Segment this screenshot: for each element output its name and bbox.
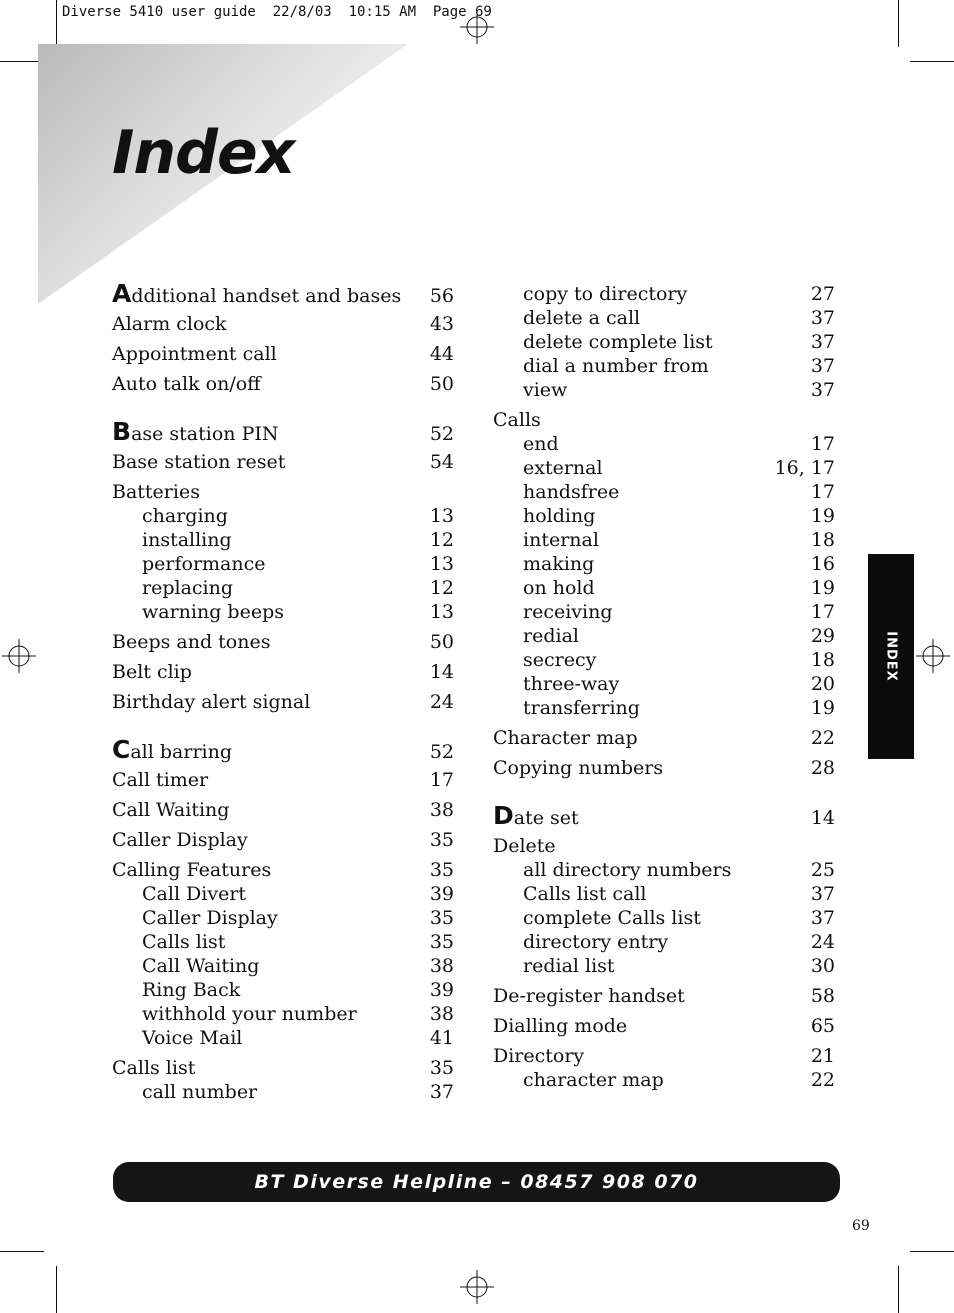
index-entry-label: end [523,433,559,455]
index-entry-page: 25 [810,859,835,881]
index-entry-page: 35 [429,931,454,953]
index-entry-page: 37 [810,379,835,401]
index-entry [112,906,454,930]
index-entry [112,768,454,792]
index-entry [493,801,835,830]
index-entry [493,306,835,330]
index-entry [493,906,835,930]
index-entry-page: 37 [429,1081,454,1103]
index-entry-label: installing [142,529,232,551]
index-entry-label: Batteries [112,481,200,503]
index-entry-label: transferring [523,697,640,719]
index-entry-page: 17 [810,481,835,503]
index-entry-page: 35 [429,829,454,851]
index-entry-label: handsfree [523,481,620,503]
index-entry-label: Birthday alert signal [112,691,311,713]
index-entry-page: 43 [429,313,454,335]
index-entry [112,450,454,474]
index-entry-page: 56 [429,285,454,307]
helpline-text: BT Diverse Helpline – 08457 908 070 [254,1171,699,1193]
index-entry-label: Calls [493,409,541,431]
index-entry [112,312,454,336]
index-entry-label: dial a number from [523,355,709,377]
index-entry [112,660,454,684]
index-entry [493,504,835,528]
index-entry-page: 24 [810,931,835,953]
index-entry [493,882,835,906]
index-entry [112,1026,454,1050]
index-entry-label: Calls list call [523,883,647,905]
index-entry-page: 24 [429,691,454,713]
index-entry-label: Beeps and tones [112,631,271,653]
index-entry-page: 50 [429,373,454,395]
index-entry [112,342,454,366]
index-entry-label [112,735,233,764]
index-entry [493,432,835,456]
index-entry-page: 39 [429,883,454,905]
index-entry-page: 19 [810,577,835,599]
index-entry-page: 18 [810,649,835,671]
index-entry-page: 35 [429,907,454,929]
index-entry [493,480,835,504]
index-entry-label: internal [523,529,599,551]
helpline-banner [113,1162,840,1202]
index-entry-label: Call Divert [142,883,247,905]
index-entry-page: 35 [429,1057,454,1079]
index-entry-page: 27 [810,283,835,305]
index-entry [493,600,835,624]
index-entry-label: all directory numbers [523,859,732,881]
index-entry-label: copy to directory [523,283,688,305]
index-entry-page: 28 [810,757,835,779]
crop-mark [0,61,44,62]
index-entry [493,456,835,480]
index-entry-label: view [523,379,568,401]
crop-mark [56,0,57,47]
index-entry-label: Belt clip [112,661,192,683]
index-entry-label: Call timer [112,769,209,791]
index-entry-label: Call Waiting [112,799,230,821]
index-entry [493,672,835,696]
index-entry-page: 22 [810,1069,835,1091]
index-column-left [112,279,454,1104]
index-entry-page: 35 [429,859,454,881]
registration-mark-icon [916,639,950,673]
index-entry [112,279,454,308]
index-entry [493,330,835,354]
index-entry-label: warning beeps [142,601,284,623]
index-entry-label: withhold your number [142,1003,357,1025]
index-entry-page: 19 [810,697,835,719]
index-entry [112,372,454,396]
index-entry [112,954,454,978]
index-entry-label: Alarm clock [112,313,227,335]
index-entry [112,690,454,714]
index-entry-label: holding [523,505,596,527]
index-entry [493,930,835,954]
index-entry-page: 65 [810,1015,835,1037]
index-entry [112,630,454,654]
index-entry-page: 17 [810,601,835,623]
index-entry [493,552,835,576]
index-entry [112,1080,454,1104]
index-entry [493,726,835,750]
index-entry-page: 14 [429,661,454,683]
index-entry-label: Caller Display [112,829,248,851]
index-entry-page: 54 [429,451,454,473]
crop-mark [898,1266,899,1313]
section-tab [868,554,914,759]
index-entry-page: 58 [810,985,835,1007]
index-entry [112,978,454,1002]
index-entry-label: Character map [493,727,638,749]
index-entry [493,696,835,720]
index-entry-label: receiving [523,601,613,623]
index-entry-page: 22 [810,727,835,749]
index-entry-page: 13 [429,601,454,623]
index-entry [112,600,454,624]
index-entry-page: 37 [810,883,835,905]
index-entry [493,1068,835,1092]
section-tab-label: INDEX [883,631,899,682]
index-entry-page: 12 [429,529,454,551]
index-entry-page: 16, 17 [774,457,835,479]
index-entry-page: 30 [810,955,835,977]
index-entry-page: 19 [810,505,835,527]
index-entry-label: three-way [523,673,620,695]
index-entry-label: Dialling mode [493,1015,628,1037]
print-slug: Diverse 5410 user guide 22/8/03 10:15 AM Page 69 [62,4,492,20]
index-entry [493,984,835,1008]
index-entry [112,798,454,822]
index-entry-label: Ring Back [142,979,241,1001]
index-entry [112,735,454,764]
index-entry-page: 29 [810,625,835,647]
page-number: 69 [852,1218,870,1234]
index-entry-label [112,279,402,308]
index-entry-label: Copying numbers [493,757,664,779]
registration-mark-icon [460,1270,494,1304]
index-entry-label: external [523,457,603,479]
index-entry [493,528,835,552]
index-entry [493,1044,835,1068]
registration-mark-icon [2,639,36,673]
index-entry-label: call number [142,1081,258,1103]
index-entry-page: 17 [810,433,835,455]
index-entry-page: 50 [429,631,454,653]
index-entry-label: Auto talk on/off [112,373,261,395]
index-entry-page: 17 [429,769,454,791]
index-entry-label: Caller Display [142,907,278,929]
index-entry-page: 14 [810,807,835,829]
index-entry-label: Appointment call [112,343,277,365]
index-entry-text: ase station PIN [131,423,279,445]
index-entry-label [112,417,279,446]
index-entry [493,648,835,672]
index-entry-label: Base station reset [112,451,286,473]
index-entry-page: 12 [429,577,454,599]
index-entry-page: 44 [429,343,454,365]
index-entry [493,1014,835,1038]
index-entry-label: Calls list [112,1057,196,1079]
index-column-right [493,282,835,1092]
index-entry [112,528,454,552]
index-entry-page: 37 [810,331,835,353]
index-entry-page: 52 [429,741,454,763]
index-entry-page: 38 [429,1003,454,1025]
index-entry-text: all barring [130,741,233,763]
index-entry-label: Delete [493,835,556,857]
index-entry-label: making [523,553,595,575]
index-entry [493,354,835,378]
crop-mark [0,1251,44,1252]
index-entry [112,828,454,852]
crop-mark [910,1251,954,1252]
index-section-initial: C [112,735,131,764]
index-entry-label: Calls list [142,931,226,953]
crop-mark [898,0,899,47]
index-section-initial: B [112,417,132,446]
index-entry-page: 52 [429,423,454,445]
index-entry [493,624,835,648]
index-entry-label: character map [523,1069,664,1091]
index-entry-page: 20 [810,673,835,695]
registration-mark-icon [460,10,494,44]
crop-mark [910,61,954,62]
index-entry-page: 13 [429,505,454,527]
index-section-initial: A [112,279,132,308]
crop-mark [56,1266,57,1313]
page-title: Index [112,118,295,188]
index-entry-page: 21 [810,1045,835,1067]
index-entry-page: 38 [429,799,454,821]
index-entry-page: 13 [429,553,454,575]
index-entry [493,834,835,858]
index-entry-label: charging [142,505,228,527]
index-entry-label [493,801,579,830]
index-entry-label: on hold [523,577,595,599]
index-entry [112,1056,454,1080]
index-entry-label: secrecy [523,649,597,671]
index-entry [493,576,835,600]
index-entry [112,504,454,528]
index-entry [493,408,835,432]
index-entry-label: Directory [493,1045,585,1067]
index-entry-label: performance [142,553,266,575]
index-entry [112,858,454,882]
index-entry-label: directory entry [523,931,669,953]
index-entry [493,282,835,306]
index-entry-page: 16 [810,553,835,575]
index-entry-label: Call Waiting [142,955,260,977]
index-entry-label: delete a call [523,307,641,329]
index-entry-page: 39 [429,979,454,1001]
index-entry [493,954,835,978]
index-entry-page: 18 [810,529,835,551]
index-entry [112,930,454,954]
index-entry-label: Voice Mail [142,1027,243,1049]
index-entry [493,756,835,780]
index-entry-label: redial list [523,955,615,977]
index-entry-page: 37 [810,355,835,377]
index-entry-text: dditional handset and bases [131,285,402,307]
index-entry-label: complete Calls list [523,907,701,929]
index-entry-page: 38 [429,955,454,977]
index-entry-label: Calling Features [112,859,272,881]
index-entry-page: 41 [429,1027,454,1049]
index-entry-page: 37 [810,907,835,929]
index-entry-label: De-register handset [493,985,685,1007]
index-section-initial: D [493,801,514,830]
index-entry [112,576,454,600]
index-entry [493,858,835,882]
index-entry [112,480,454,504]
index-entry [112,417,454,446]
index-entry-label: delete complete list [523,331,713,353]
index-entry-label: replacing [142,577,234,599]
index-entry-page: 37 [810,307,835,329]
index-entry [112,882,454,906]
index-entry-label: redial [523,625,579,647]
index-entry-text: ate set [513,807,579,829]
index-entry [493,378,835,402]
index-entry [112,552,454,576]
index-entry [112,1002,454,1026]
